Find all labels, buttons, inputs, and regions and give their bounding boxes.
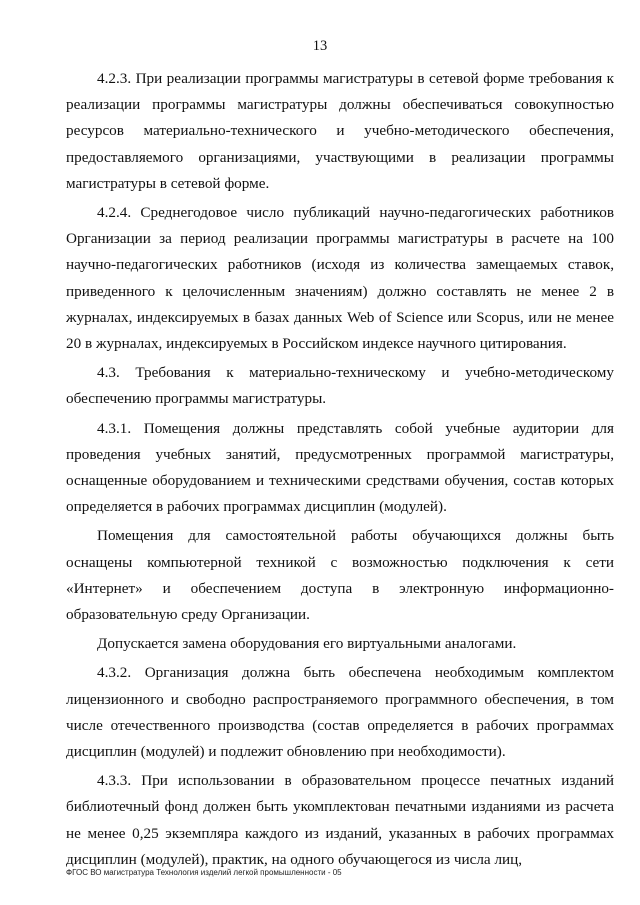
page-number: 13 — [312, 38, 328, 54]
paragraph-4-3: 4.3. Требования к материально-техническому и учебно-методическому обеспечению программы магистратуры. — [66, 364, 614, 408]
document-footer: ФГОС ВО магистратура Технология изделий легкой промышленности - 05 — [66, 868, 342, 877]
paragraph-virtual-equipment: Допускается замена оборудования его виртуальными аналогами. — [97, 635, 517, 653]
paragraph-workrooms: Помещения для самостоятельной работы обучающихся должны быть оснащены компьютерной техникой с возможностью подключения к сети «Интернет» и обеспечением доступа в электронную информационно-образовательную среду Организации. — [66, 527, 614, 624]
paragraph-4-3-2: 4.3.2. Организация должна быть обеспечена необходимым комплектом лицензионного и свободно распространяемого программного обеспечения, в том числе отечественного производства (состав определяется в рабочих программах дисциплин (модулей) и подлежит обновлению при необходимости). — [66, 664, 614, 761]
document-body — [66, 66, 614, 873]
paragraph-4-2-3: 4.2.3. При реализации программы магистратуры в сетевой форме требования к реализации программы магистратуры должны обеспечиваться совокупностью ресурсов материально-технического и учебно-методического обеспечения, предоставляемого организациями, участвующими в реализации программы магистратуры в сетевой форме. — [66, 70, 614, 192]
paragraph-4-3-1: 4.3.1. Помещения должны представлять собой учебные аудитории для проведения учебных занятий, предусмотренных программой магистратуры, оснащенные оборудованием и техническими средствами обучения, состав которых определяется в рабочих программах дисциплин (модулей). — [66, 419, 614, 516]
paragraph-4-3-3: 4.3.3. При использовании в образовательном процессе печатных изданий библиотечный фонд должен быть укомплектован печатными изданиями из расчета не менее 0,25 экземпляра каждого из изданий, указанных в рабочих программах дисциплин (модулей), практик, на одного обучающегося из числа лиц, — [66, 772, 614, 868]
paragraph-4-2-4: 4.2.4. Среднегодовое число публикаций научно-педагогических работников Организации за период реализации программы магистратуры в расчете на 100 научно-педагогических работников (исходя из количества замещаемых ставок, приведенного к целочисленным значениям) должно составлять не менее 2 в журналах, индексируемых в базах данных Web of Science или Scopus, или не менее 20 в журналах, индексируемых в Российском индексе научного цитирования. — [66, 204, 614, 353]
